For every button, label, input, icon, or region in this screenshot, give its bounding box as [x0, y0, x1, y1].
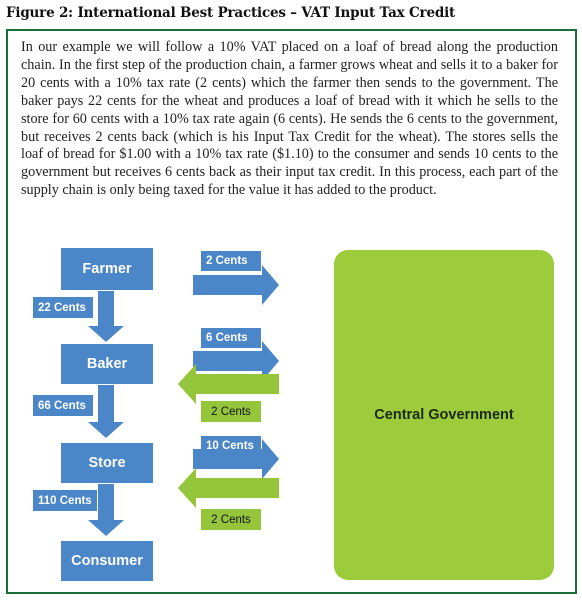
down-arrow-farmer-baker: [88, 291, 124, 342]
node-central-government: Central Government: [334, 250, 554, 580]
label-farmer-gov: 2 Cents: [201, 251, 261, 271]
right-arrow-farmer-gov: [193, 265, 279, 305]
label-store-consumer: 110 Cents: [33, 490, 97, 511]
down-arrow-baker-store: [88, 385, 124, 438]
label-gov-baker: 2 Cents: [201, 401, 261, 422]
node-farmer: Farmer: [61, 248, 153, 290]
node-consumer: Consumer: [61, 541, 153, 581]
label-store-gov: 10 Cents: [201, 436, 261, 456]
node-baker: Baker: [61, 344, 153, 384]
explanation-paragraph: In our example we will follow a 10% VAT placed on a loaf of bread along the production chain. In the first step of the production chain, a farmer grows wheat and sells it to a baker for 20 cents with a 10% tax rate (2 cents) which the farmer then sends to the government. The baker pays 22 cents for the wheat and produces a loaf of bread with it which he sells to the store for 60 cents with a 10% tax rate again (6 cents). He sends the 6 cents to the government, but receives 2 cents back (which is his Input Tax Credit for the wheat). The stores sells the loaf of bread for $1.00 with a 10% tax rate ($1.10) to the consumer and sends 10 cents to the government but receives 6 cents back as their input tax credit. In this process, each part of the supply chain is only being taxed for the value it has added to the product.: [21, 39, 558, 199]
node-store: Store: [61, 443, 153, 483]
label-baker-store: 66 Cents: [33, 395, 93, 416]
figure-title: Figure 2: International Best Practices – VAT Input Tax Credit: [6, 5, 456, 21]
label-farmer-baker: 22 Cents: [33, 297, 93, 318]
label-baker-gov: 6 Cents: [201, 328, 261, 348]
label-gov-store: 2 Cents: [201, 509, 261, 530]
